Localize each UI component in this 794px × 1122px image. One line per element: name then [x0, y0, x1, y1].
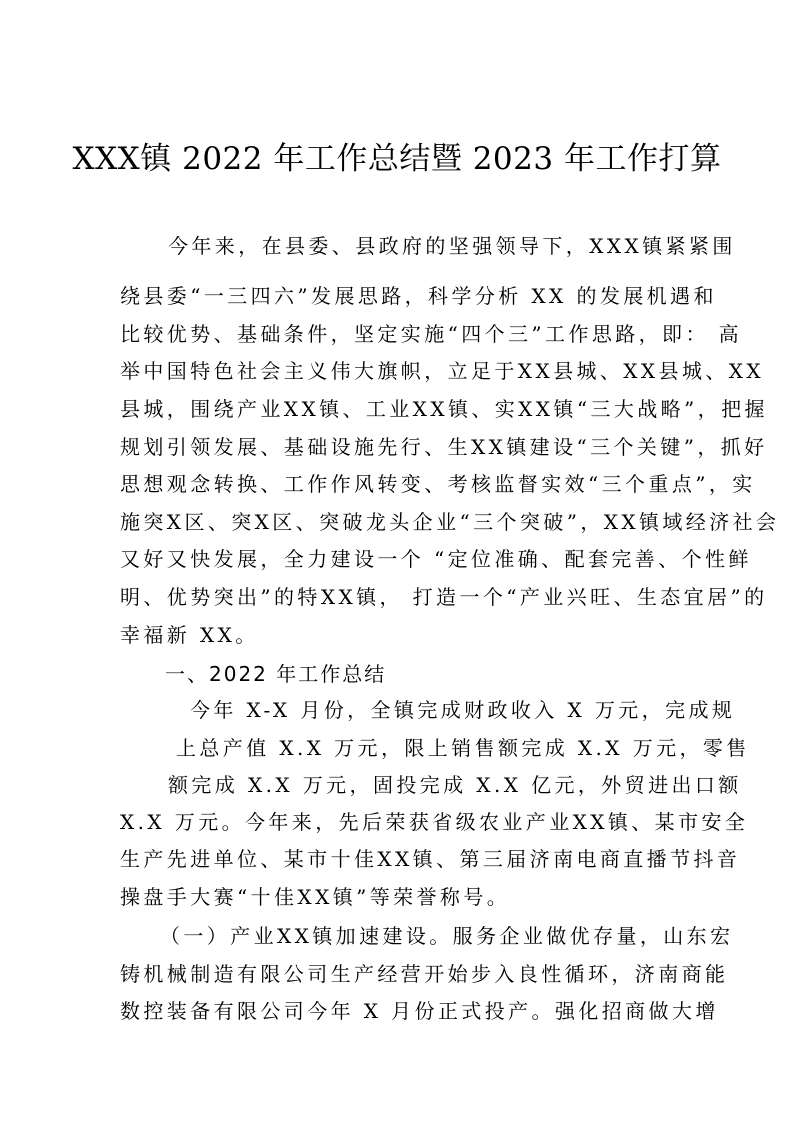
document-title: XXX镇 2022 年工作总结暨 2023 年工作打算: [72, 141, 722, 177]
subsection1-line-3: 数控装备有限公司今年 X 月份正式投产。强化招商做大增: [120, 999, 719, 1023]
section1-line-6: 操盘手大赛“十佳XX镇”等荣誉称号。: [120, 885, 511, 909]
subsection1-line-1: （一）产业XX镇加速建设。服务企业做优存量，山东宏: [160, 924, 734, 948]
section1-line-5: 生产先进单位、某市十佳XX镇、第三届济南电商直播节抖音: [120, 847, 741, 871]
section1-line-4: X.X 万元。今年来，先后荣获省级农业产业XX镇、某市安全: [120, 810, 749, 834]
intro-line-10: 明、优势突出”的特XX镇， 打造一个“产业兴旺、生态宜居”的: [120, 585, 768, 609]
subsection1-line-2: 铸机械制造有限公司生产经营开始步入良性循环，济南商能: [120, 962, 729, 986]
intro-line-2: 绕县委“一三四六”发展思路，科学分析 XX 的发展机遇和: [120, 284, 717, 308]
intro-line-6: 规划引领发展、基础设施先行、生XX镇建设“三个关键”，抓好: [120, 435, 768, 459]
section1-line-2: 上总产值 X.X 万元，限上销售额完成 X.X 万元，零售: [176, 736, 750, 760]
intro-line-4: 举中国特色社会主义伟大旗帜，立足于XX县城、XX县城、XX: [120, 359, 765, 383]
intro-line-1: 今年来，在县委、县政府的坚强领导下，XXX镇紧紧围: [168, 234, 736, 258]
section1-line-1: 今年 X-X 月份，全镇完成财政收入 X 万元，完成规: [190, 698, 736, 722]
intro-line-3: 比较优势、基础条件，坚定实施“四个三”工作思路，即： 高: [120, 322, 743, 346]
intro-line-5: 县城，围绕产业XX镇、工业XX镇、实XX镇“三大战略”，把握: [120, 397, 768, 421]
intro-line-8: 施突X区、突X区、突破龙头企业“三个突破”，XX镇域经济社会: [120, 510, 780, 534]
section1-line-3: 额完成 X.X 万元，固投完成 X.X 亿元，外贸进出口额: [168, 773, 742, 797]
intro-line-11: 幸福新 XX。: [120, 623, 259, 647]
intro-line-9: 又好又快发展，全力建设一个 “定位准确、配套完善、个性鲜: [120, 547, 752, 571]
intro-line-7: 思想观念转换、工作作风转变、考核监督实效“三个重点”，实: [120, 472, 756, 496]
section-heading: 一、2022 年工作总结: [165, 662, 387, 686]
